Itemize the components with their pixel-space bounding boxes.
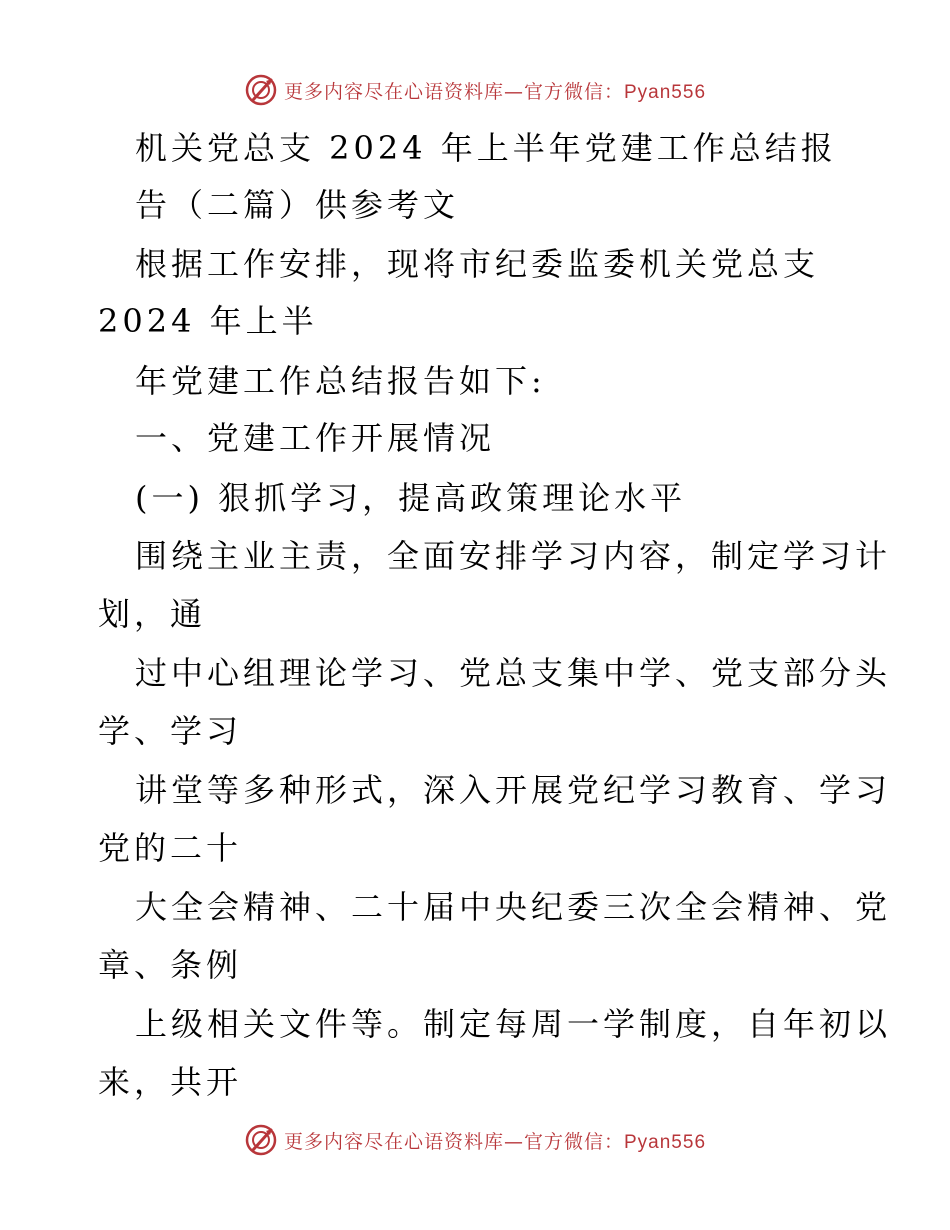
doc-title-line-1: 机关党总支 2024 年上半年党建工作总结报 <box>135 129 837 167</box>
paragraph-line: 讲堂等多种形式，深入开展党纪学习教育、学习 <box>135 771 892 809</box>
paragraph-line: 章、条例 <box>98 946 243 984</box>
banner-text: 更多内容尽在心语资料库—官方微信：Pyan556 <box>283 1130 707 1153</box>
paragraph-line: 大全会精神、二十届中央纪委三次全会精神、党 <box>135 888 892 926</box>
paragraph-line: 来，共开 <box>98 1063 243 1101</box>
brand-logo-icon <box>244 1123 278 1157</box>
paragraph-line: 年党建工作总结报告如下: <box>135 362 546 400</box>
paragraph-line: 党的二十 <box>98 829 243 867</box>
wechat-id: Pyan556 <box>624 81 707 103</box>
paragraph-line: 学、学习 <box>98 712 243 750</box>
section-heading: 一、党建工作开展情况 <box>135 419 496 457</box>
paragraph-line: 划，通 <box>98 595 207 633</box>
paragraph-line: 根据工作安排，现将市纪委监委机关党总支 <box>135 245 820 283</box>
doc-title-line-2: 告（二篇）供参考文 <box>135 186 460 224</box>
header-watermark-banner <box>0 70 950 110</box>
wechat-id: Pyan556 <box>624 1131 707 1153</box>
subsection-heading: (一) 狠抓学习，提高政策理论水平 <box>135 479 687 517</box>
footer-watermark-banner <box>0 1120 950 1160</box>
paragraph-line: 过中心组理论学习、党总支集中学、党支部分头 <box>135 654 892 692</box>
banner-text: 更多内容尽在心语资料库—官方微信：Pyan556 <box>283 80 707 103</box>
brand-logo-icon <box>244 73 278 107</box>
paragraph-line: 2024 年上半 <box>98 302 318 340</box>
paragraph-line: 上级相关文件等。制定每周一学制度，自年初以 <box>135 1005 892 1043</box>
paragraph-line: 围绕主业主责，全面安排学习内容，制定学习计 <box>135 537 892 575</box>
